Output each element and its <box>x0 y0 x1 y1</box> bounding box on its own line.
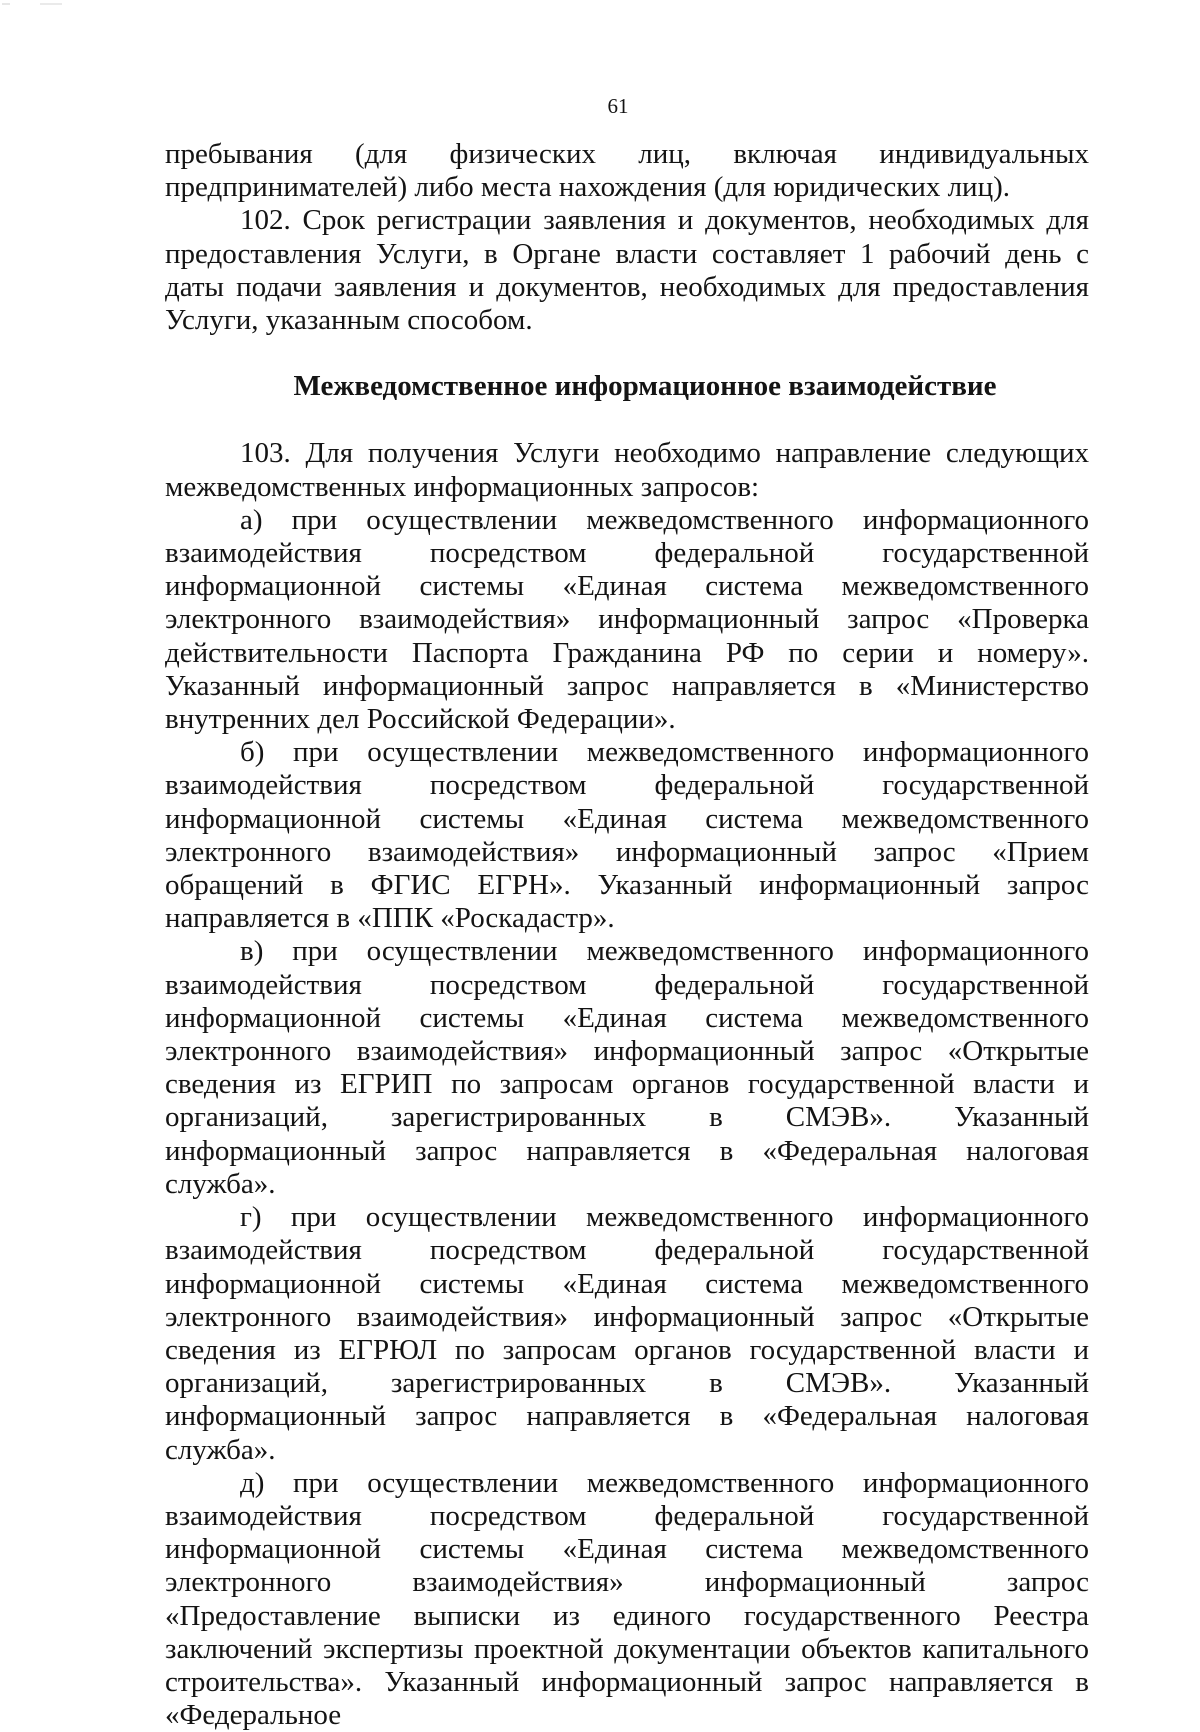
paragraph-item-g: г) при осуществлении межведомственного информационного взаимодействия посредством федеральной государственной информационной системы «Единая система межведомственного электронного взаимодействия» информационный запрос «Открытые сведения из ЕГРЮЛ по запросам органов государственной власти и организаций, зарегистрированных в СМЭВ». Указанный информационный запрос направляется в «Федеральная налоговая служба». <box>165 1201 1089 1466</box>
page-number: 61 <box>607 94 629 118</box>
paragraph-102: 102. Срок регистрации заявления и документов, необходимых для предоставления Услуги, в Органе власти составляет 1 рабочий день с даты подачи заявления и документов, необходимых для предоставления Услуги, указанным способом. <box>165 204 1089 337</box>
document-body <box>165 138 1089 1732</box>
scan-artifact <box>0 0 120 10</box>
paragraph-item-v: в) при осуществлении межведомственного информационного взаимодействия посредством федеральной государственной информационной системы «Единая система межведомственного электронного взаимодействия» информационный запрос «Открытые сведения из ЕГРИП по запросам органов государственной власти и организаций, зарегистрированных в СМЭВ». Указанный информационный запрос направляется в «Федеральная налоговая служба». <box>165 935 1089 1200</box>
paragraph-item-a: а) при осуществлении межведомственного информационного взаимодействия посредством федеральной государственной информационной системы «Единая система межведомственного электронного взаимодействия» информационный запрос «Проверка действительности Паспорта Гражданина РФ по серии и номеру». Указанный информационный запрос направляется в «Министерство внутренних дел Российской Федерации». <box>165 503 1089 736</box>
paragraph-continuation: пребывания (для физических лиц, включая индивидуальных предпринимателей) либо места нахождения (для юридических лиц). <box>165 138 1089 204</box>
paragraph-103: 103. Для получения Услуги необходимо направление следующих межведомственных информационных запросов: <box>165 437 1089 503</box>
section-heading: Межведомственное информационное взаимодействие <box>293 370 997 403</box>
paragraph-item-d: д) при осуществлении межведомственного информационного взаимодействия посредством федеральной государственной информационной системы «Единая система межведомственного электронного взаимодействия» информационный запрос «Предоставление выписки из единого государственного Реестра заключений экспертизы проектной документации объектов капитального строительства». Указанный информационный запрос направляется в «Федеральное <box>165 1466 1089 1732</box>
paragraph-item-b: б) при осуществлении межведомственного информационного взаимодействия посредством федеральной государственной информационной системы «Единая система межведомственного электронного взаимодействия» информационный запрос «Прием обращений в ФГИС ЕГРН». Указанный информационный запрос направляется в «ППК «Роскадастр». <box>165 736 1089 935</box>
